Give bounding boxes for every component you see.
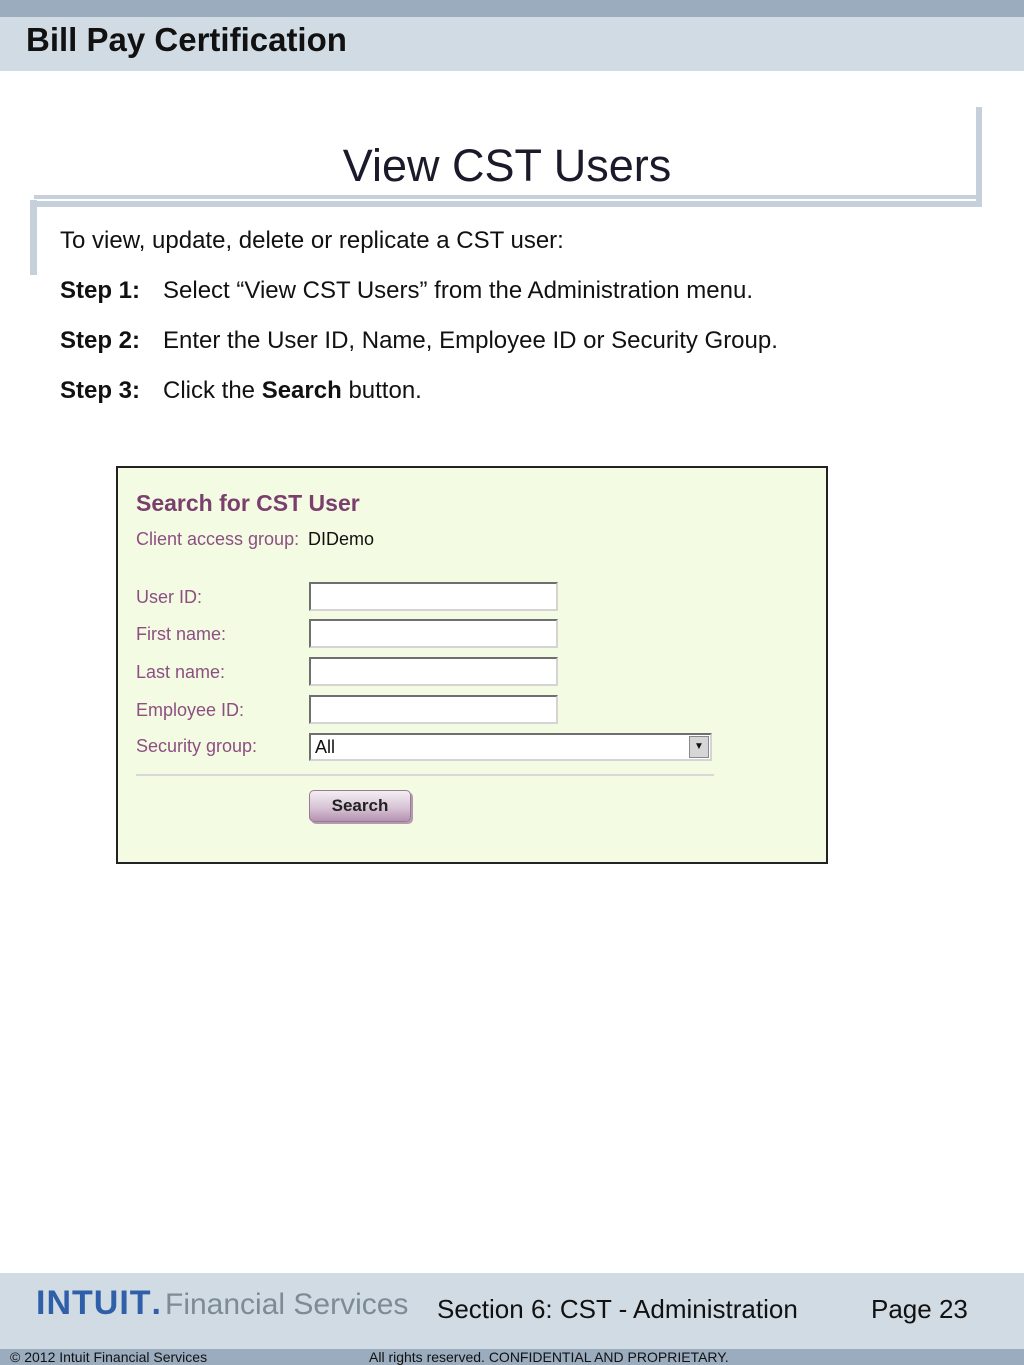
step-1-text: Select “View CST Users” from the Administration menu.	[163, 277, 753, 304]
last-name-label: Last name:	[136, 662, 226, 682]
top-strip	[0, 0, 1024, 17]
step-3-text-after: button.	[348, 377, 422, 404]
step-3-text-before: Click the	[163, 377, 256, 404]
footer-section: Section 6: CST - Administration	[437, 1294, 798, 1324]
logo-financial-services: Financial Services	[165, 1288, 409, 1321]
intuit-logo	[36, 1284, 408, 1323]
search-button[interactable]: Search	[309, 790, 411, 822]
step-2-label: Step 2:	[60, 327, 141, 354]
logo-wordmark: INTUIT	[36, 1284, 152, 1322]
form-divider	[136, 774, 714, 776]
title-frame-bottom	[34, 195, 982, 207]
last-name-input[interactable]	[309, 657, 558, 686]
user-id-label: User ID:	[136, 587, 203, 607]
step-1-label: Step 1:	[60, 277, 141, 304]
client-access-group-label: Client access group:	[136, 529, 300, 549]
search-panel-screenshot	[116, 466, 828, 864]
first-name-label: First name:	[136, 624, 227, 644]
step-3-label: Step 3:	[60, 377, 141, 404]
footer-rights: All rights reserved. CONFIDENTIAL AND PROPRIETARY.	[369, 1349, 729, 1365]
step-2	[60, 326, 778, 376]
step-1	[60, 276, 778, 326]
footer-page-number: Page 23	[871, 1294, 968, 1324]
step-3	[60, 376, 778, 426]
chevron-down-icon[interactable]: ▼	[689, 736, 709, 758]
step-2-text: Enter the User ID, Name, Employee ID or Security Group.	[163, 327, 778, 354]
footer-copyright: © 2012 Intuit Financial Services	[10, 1349, 208, 1365]
employee-id-input[interactable]	[309, 695, 558, 724]
employee-id-label: Employee ID:	[136, 700, 245, 720]
title-frame-left	[30, 200, 37, 275]
client-access-group-value: DIDemo	[308, 529, 375, 549]
slide-title: View CST Users	[342, 140, 672, 191]
first-name-input[interactable]	[309, 619, 558, 648]
instructions	[60, 226, 778, 426]
security-group-value: All	[315, 737, 336, 757]
logo-dot: .	[151, 1284, 161, 1322]
security-group-label: Security group:	[136, 736, 258, 756]
intro-text: To view, update, delete or replicate a CST user:	[60, 227, 564, 254]
step-3-bold: Search	[261, 377, 342, 404]
document-title: Bill Pay Certification	[26, 21, 347, 58]
security-group-select[interactable]	[309, 733, 712, 761]
search-panel-title: Search for CST User	[136, 490, 360, 516]
user-id-input[interactable]	[309, 582, 558, 611]
